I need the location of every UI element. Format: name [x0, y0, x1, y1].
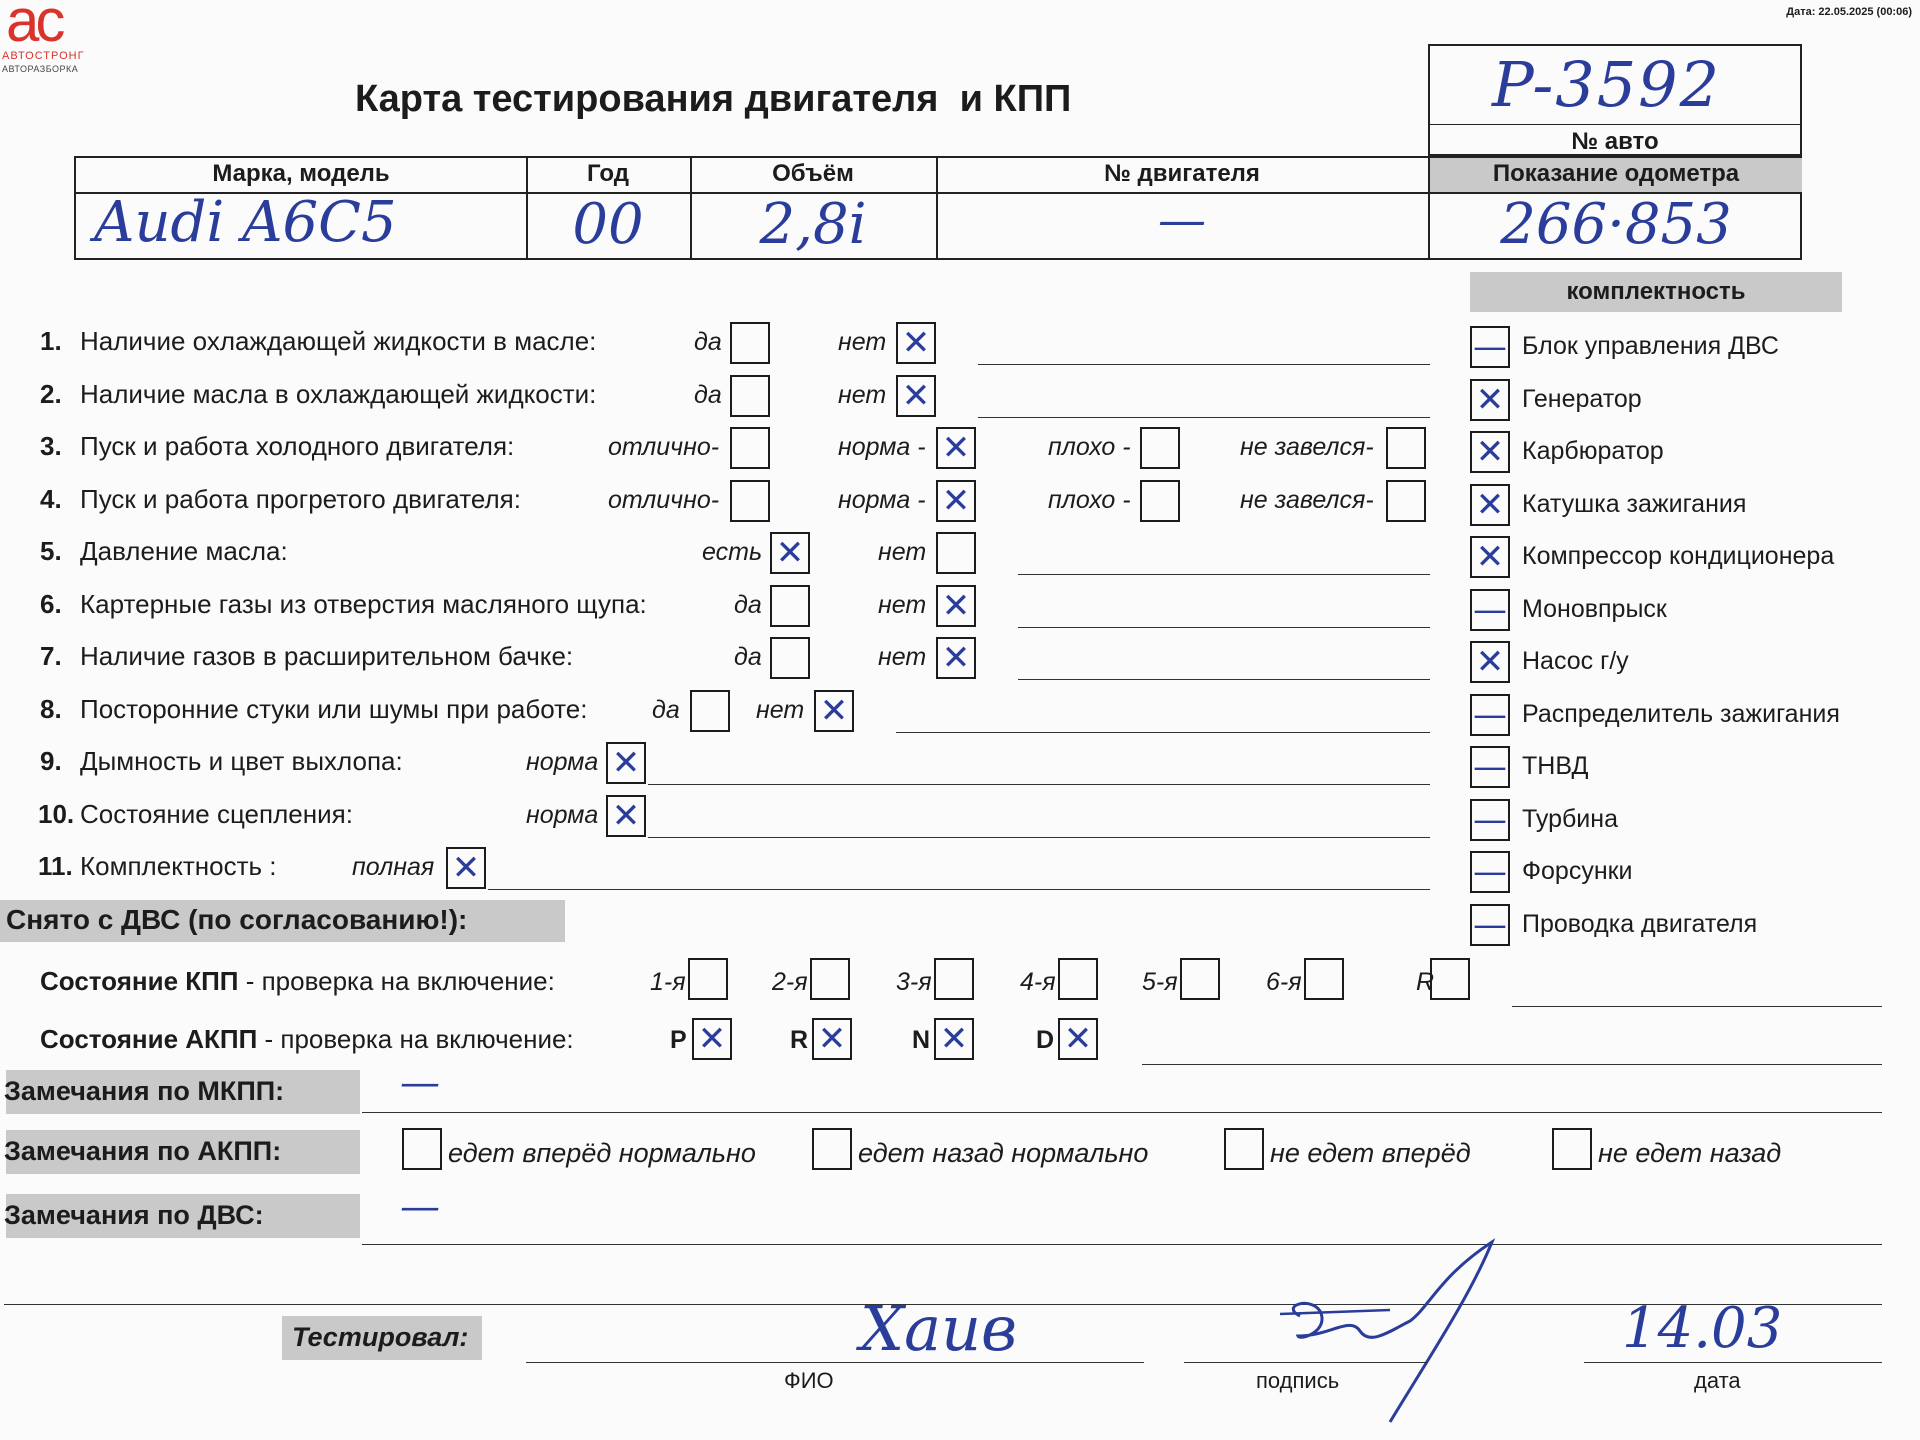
- checkbox-mark: ✕: [1475, 642, 1505, 682]
- akpp-position-checkbox[interactable]: [1058, 1018, 1098, 1060]
- akpp-remark-label: едет назад нормально: [858, 1138, 1149, 1168]
- akpp-remark-checkbox[interactable]: [812, 1128, 852, 1170]
- value-year: 00: [572, 192, 644, 257]
- question-label: Наличие охлаждающей жидкости в масле:: [80, 326, 597, 356]
- header-engine-no: № двигателя: [1104, 160, 1260, 187]
- komplekt-item-label: Блок управления ДВС: [1522, 332, 1779, 360]
- gear-checkbox[interactable]: [1430, 958, 1470, 1000]
- header-year: Год: [587, 160, 629, 187]
- tester-name: Хаив: [860, 1292, 1018, 1365]
- signature-image: [1240, 1236, 1500, 1426]
- dvs-remarks-dash: —: [400, 1184, 440, 1230]
- gear-label: 5-я: [1142, 968, 1178, 996]
- option-label: да: [694, 328, 722, 356]
- komplekt-checkbox[interactable]: [1470, 431, 1510, 473]
- option-label: нет: [878, 538, 927, 566]
- akpp-position-label: P: [670, 1026, 687, 1054]
- question-number: 8.: [40, 693, 62, 724]
- akpp-position-label: R: [790, 1026, 809, 1054]
- answer-line: [1018, 679, 1430, 680]
- option-label: норма: [526, 748, 599, 776]
- gear-label: 2-я: [772, 968, 808, 996]
- checkbox-mark: —: [1473, 589, 1507, 630]
- checkbox-mark: ✕: [941, 480, 971, 521]
- checkbox-mark: ✕: [939, 1019, 969, 1059]
- komplekt-item-label: Моновпрыск: [1522, 594, 1667, 623]
- gear-label: 3-я: [896, 968, 932, 996]
- answer-checkbox[interactable]: [730, 322, 770, 364]
- question-label: Давление масла:: [80, 536, 288, 566]
- question-label: Дымность и цвет выхлопа:: [80, 746, 403, 776]
- option-label: норма -: [838, 433, 926, 461]
- test-date: 14.03: [1622, 1296, 1783, 1361]
- akpp-label-rest: - проверка на включение:: [257, 1024, 574, 1054]
- komplekt-item-label: Карбюратор: [1522, 437, 1664, 465]
- gear-checkbox[interactable]: [1304, 958, 1344, 1000]
- kpp-label-rest: - проверка на включение:: [238, 966, 555, 996]
- komplekt-checkbox[interactable]: [1470, 851, 1510, 893]
- answer-checkbox[interactable]: [896, 375, 936, 417]
- option-label: не завелся-: [1240, 485, 1374, 514]
- option-label: нет: [878, 590, 927, 619]
- kpp-label: [40, 966, 555, 997]
- gear-label: R: [1416, 968, 1435, 996]
- checkbox-mark: ✕: [1475, 379, 1505, 420]
- answer-checkbox[interactable]: [936, 532, 976, 574]
- option-label: да: [734, 590, 762, 619]
- answer-line: [978, 364, 1430, 365]
- komplekt-item-label: Распределитель зажигания: [1522, 699, 1840, 728]
- answer-checkbox[interactable]: [936, 585, 976, 627]
- checkbox-mark: ✕: [819, 690, 849, 731]
- answer-checkbox[interactable]: [770, 637, 810, 679]
- mkpp-remarks-dash: —: [400, 1060, 440, 1106]
- question-label: Наличие масла в охлаждающей жидкости:: [80, 378, 597, 409]
- checkbox-mark: ✕: [1475, 432, 1505, 472]
- akpp-label-bold: Состояние АКПП: [40, 1024, 258, 1054]
- akpp-remark-checkbox[interactable]: [402, 1128, 442, 1170]
- komplekt-checkbox[interactable]: [1470, 326, 1510, 368]
- mkpp-remarks-label: Замечания по МКПП:: [4, 1076, 285, 1106]
- answer-checkbox[interactable]: [690, 690, 730, 732]
- akpp-label: [40, 1024, 574, 1055]
- question-number: 11.: [38, 851, 73, 881]
- checkbox-mark: ✕: [697, 1019, 727, 1059]
- answer-checkbox[interactable]: [1386, 427, 1426, 469]
- question-label: Состояние сцепления:: [80, 798, 353, 829]
- dvs-remarks-label: Замечания по ДВС:: [4, 1200, 264, 1230]
- company-logo: [2, 0, 112, 80]
- checkbox-mark: ✕: [901, 375, 931, 416]
- akpp-remark-checkbox[interactable]: [1552, 1128, 1592, 1170]
- komplekt-checkbox[interactable]: [1470, 536, 1510, 578]
- value-odometer: 266·853: [1500, 192, 1732, 257]
- answer-checkbox[interactable]: [1140, 480, 1180, 522]
- checkbox-mark: —: [1473, 852, 1507, 892]
- checkbox-mark: ✕: [941, 428, 971, 468]
- page-title: Карта тестирования двигателя и КПП: [355, 78, 1072, 120]
- gear-checkbox[interactable]: [934, 958, 974, 1000]
- logo-subtitle: АВТОРАЗБОРКА: [2, 64, 79, 74]
- question-label: Комплектность :: [80, 851, 277, 881]
- option-label: полная: [352, 853, 435, 881]
- answer-line: [488, 889, 1430, 890]
- option-label: есть: [702, 538, 763, 566]
- question-number: 10.: [38, 798, 75, 829]
- komplekt-item-label: Форсунки: [1522, 857, 1633, 885]
- akpp-position-checkbox[interactable]: [934, 1018, 974, 1060]
- question-number: 3.: [40, 431, 62, 461]
- auto-number-label: № авто: [1571, 128, 1659, 155]
- header-volume: Объём: [772, 160, 854, 187]
- komplekt-checkbox[interactable]: [1470, 904, 1510, 946]
- checkbox-mark: ✕: [1475, 484, 1505, 525]
- answer-checkbox[interactable]: [896, 322, 936, 364]
- option-label: да: [734, 643, 762, 671]
- answer-checkbox[interactable]: [606, 742, 646, 784]
- answer-checkbox[interactable]: [730, 480, 770, 522]
- checkbox-mark: ✕: [817, 1019, 847, 1059]
- header-make: Марка, модель: [212, 160, 390, 187]
- akpp-remarks-label: Замечания по АКПП:: [4, 1136, 282, 1166]
- option-label: плохо -: [1048, 485, 1131, 514]
- vehicle-info-table: [74, 156, 1802, 260]
- akpp-remark-label: не едет вперёд: [1270, 1138, 1471, 1168]
- answer-checkbox[interactable]: [770, 532, 810, 574]
- answer-line: [1018, 627, 1430, 628]
- option-label: нет: [756, 695, 805, 724]
- komplekt-item-label: Компрессор кондиционера: [1522, 542, 1835, 570]
- checkbox-mark: ✕: [941, 585, 971, 626]
- gear-checkbox[interactable]: [810, 958, 850, 1000]
- option-label: отлично-: [608, 433, 720, 461]
- answer-checkbox[interactable]: [730, 375, 770, 417]
- removed-label: Снято с ДВС (по согласованию!):: [6, 904, 468, 935]
- akpp-remark-checkbox[interactable]: [1224, 1128, 1264, 1170]
- komplekt-checkbox[interactable]: [1470, 694, 1510, 736]
- akpp-position-checkbox[interactable]: [812, 1018, 852, 1060]
- checkbox-mark: ✕: [611, 743, 641, 783]
- question-label: Картерные газы из отверстия масляного щупа:: [80, 588, 647, 619]
- auto-number-box: [1428, 44, 1802, 156]
- komplekt-checkbox[interactable]: [1470, 589, 1510, 631]
- checkbox-mark: —: [1473, 799, 1507, 840]
- option-label: плохо -: [1048, 433, 1131, 461]
- value-engine-no: —: [1158, 192, 1206, 248]
- question-number: 5.: [40, 536, 62, 566]
- gear-checkbox[interactable]: [688, 958, 728, 1000]
- komplekt-item-label: Насос г/у: [1522, 647, 1629, 675]
- answer-checkbox[interactable]: [936, 427, 976, 469]
- gear-label: 6-я: [1266, 968, 1302, 996]
- answer-checkbox[interactable]: [936, 637, 976, 679]
- checkbox-mark: —: [1473, 747, 1507, 787]
- akpp-position-label: N: [912, 1026, 931, 1054]
- gear-label: 1-я: [650, 968, 686, 996]
- answer-checkbox[interactable]: [770, 585, 810, 627]
- akpp-position-checkbox[interactable]: [692, 1018, 732, 1060]
- question-number: 1.: [40, 326, 62, 356]
- value-make: Audi A6C5: [94, 190, 397, 255]
- fio-label: ФИО: [784, 1368, 834, 1393]
- checkbox-mark: ✕: [941, 638, 971, 678]
- komplekt-checkbox[interactable]: [1470, 799, 1510, 841]
- komplekt-checkbox[interactable]: [1470, 484, 1510, 526]
- option-label: да: [652, 695, 680, 724]
- gear-checkbox[interactable]: [1058, 958, 1098, 1000]
- komplekt-title: комплектность: [1566, 278, 1746, 305]
- question-number: 6.: [40, 588, 62, 619]
- answer-checkbox[interactable]: [446, 847, 486, 889]
- question-label: Посторонние стуки или шумы при работе:: [80, 693, 588, 724]
- gear-label: 4-я: [1020, 968, 1056, 996]
- option-label: нет: [838, 380, 887, 409]
- answer-checkbox[interactable]: [936, 480, 976, 522]
- question-label: Пуск и работа холодного двигателя:: [80, 431, 515, 461]
- komplekt-item-label: ТНВД: [1522, 752, 1589, 780]
- checkbox-mark: ✕: [611, 795, 641, 836]
- komplekt-item-label: Турбина: [1522, 804, 1618, 833]
- answer-line: [648, 784, 1430, 785]
- print-date: Дата: 22.05.2025 (00:06): [1786, 6, 1912, 18]
- answer-checkbox[interactable]: [1140, 427, 1180, 469]
- question-number: 2.: [40, 378, 62, 409]
- question-number: 4.: [40, 483, 62, 514]
- logo-letters: ac: [6, 0, 62, 54]
- gear-checkbox[interactable]: [1180, 958, 1220, 1000]
- answer-line: [978, 417, 1430, 418]
- tested-label: Тестировал:: [292, 1322, 469, 1352]
- value-volume: 2,8i: [759, 192, 867, 257]
- option-label: не завелся-: [1240, 433, 1374, 461]
- answer-checkbox[interactable]: [814, 690, 854, 732]
- signature-label: подпись: [1256, 1368, 1340, 1393]
- checkbox-mark: ✕: [901, 323, 931, 363]
- option-label: норма: [526, 800, 599, 829]
- option-label: да: [694, 380, 722, 409]
- answer-checkbox[interactable]: [606, 795, 646, 837]
- komplekt-checkbox[interactable]: [1470, 641, 1510, 683]
- akpp-remark-label: едет вперёд нормально: [448, 1138, 756, 1168]
- option-label: нет: [838, 328, 887, 356]
- checkbox-mark: ✕: [451, 848, 481, 888]
- answer-line: [1018, 574, 1430, 575]
- checkbox-mark: —: [1473, 904, 1507, 945]
- question-label: Наличие газов в расширительном бачке:: [80, 641, 574, 671]
- checkbox-mark: ✕: [775, 533, 805, 573]
- komplekt-checkbox[interactable]: [1470, 379, 1510, 421]
- option-label: норма -: [838, 485, 926, 514]
- date-label: дата: [1694, 1368, 1741, 1393]
- option-label: отлично-: [608, 485, 720, 514]
- answer-line: [896, 732, 1430, 733]
- auto-number-value: P-3592: [1492, 48, 1722, 121]
- answer-checkbox[interactable]: [1386, 480, 1426, 522]
- komplekt-item-label: Проводка двигателя: [1522, 909, 1758, 938]
- checkbox-mark: —: [1473, 327, 1507, 367]
- komplekt-item-label: Генератор: [1522, 384, 1642, 413]
- option-label: нет: [878, 643, 927, 671]
- question-number: 7.: [40, 641, 62, 671]
- header-odometer: Показание одометра: [1492, 160, 1740, 187]
- akpp-position-label: D: [1036, 1026, 1055, 1054]
- question-number: 9.: [40, 746, 62, 776]
- akpp-remark-label: не едет назад: [1598, 1138, 1782, 1168]
- checkbox-mark: ✕: [1475, 537, 1505, 577]
- answer-checkbox[interactable]: [730, 427, 770, 469]
- checkbox-mark: —: [1473, 694, 1507, 735]
- komplekt-item-label: Катушка зажигания: [1522, 489, 1747, 518]
- answer-line: [648, 837, 1430, 838]
- komplekt-checkbox[interactable]: [1470, 746, 1510, 788]
- logo-brand: АВТОСТРОНГ: [2, 50, 85, 62]
- checkbox-mark: ✕: [1063, 1019, 1093, 1059]
- question-label: Пуск и работа прогретого двигателя:: [80, 483, 521, 514]
- kpp-label-bold: Состояние КПП: [40, 966, 239, 996]
